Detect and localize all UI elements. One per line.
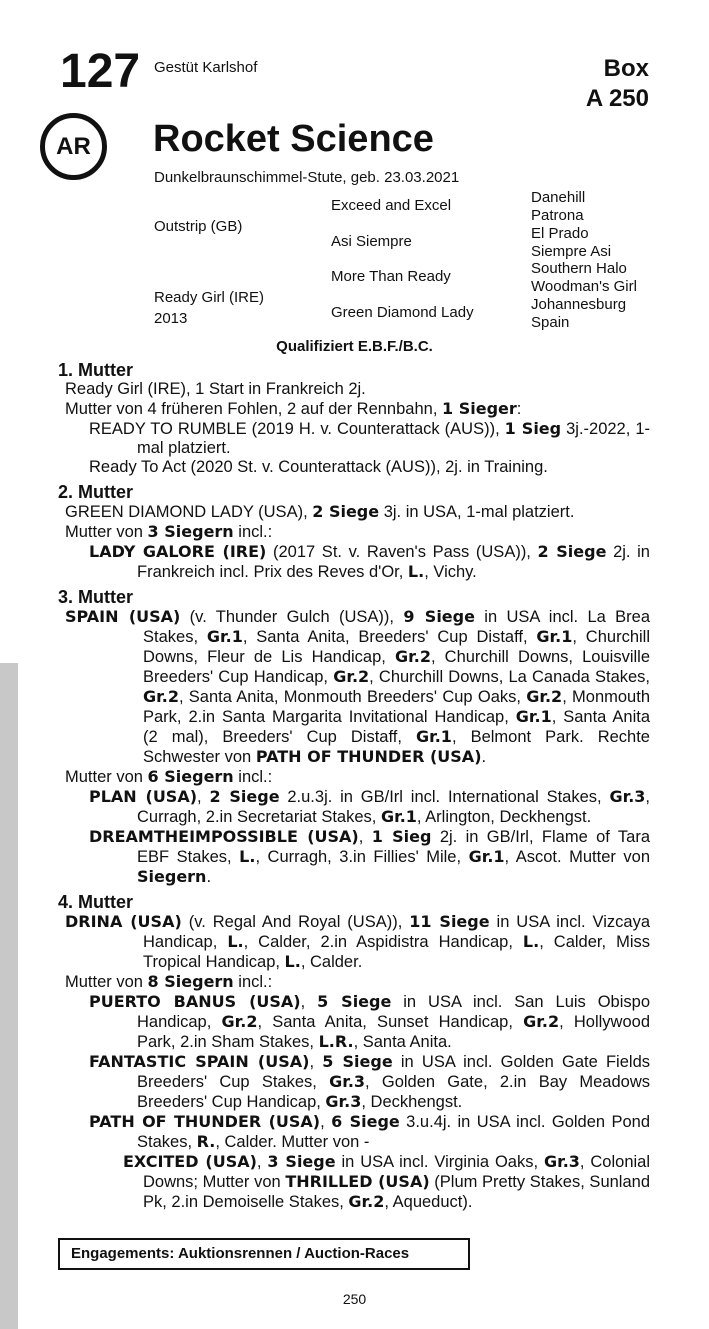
qualification: Qualifiziert E.B.F./B.C. xyxy=(276,338,433,355)
pedigree-ggp: El Prado xyxy=(531,225,589,242)
pedigree-ggp: Johannesburg xyxy=(531,296,627,313)
offspring-entry: LADY GALORE (IRE) (2017 St. v. Raven's Pass (USA)), 2 Siege 2j. in Frankreich incl. Prix des Reves d'Or, L., Vichy. xyxy=(89,542,650,581)
dam-record: GREEN DIAMOND LADY (USA), 2 Siege 3j. in USA, 1-mal platziert. xyxy=(65,502,575,521)
pedigree-sire-dam: Asi Siempre xyxy=(331,233,412,250)
pedigree-ggp: Danehill xyxy=(531,189,586,206)
pedigree-ggp: Patrona xyxy=(531,207,584,224)
offspring-entry: PATH OF THUNDER (USA), 6 Siege 3.u.4j. in USA incl. Golden Pond Stakes, R., Calder. Mutter von - xyxy=(89,1112,651,1151)
side-margin-bar xyxy=(0,663,18,1329)
lot-number: 127 xyxy=(60,45,141,98)
pedigree-sire-sire: Exceed and Excel xyxy=(331,197,452,214)
pedigree-ggp: Woodman's Girl xyxy=(531,278,637,295)
pedigree-dam-dam: Green Diamond Lady xyxy=(331,304,474,321)
dam-produce: Mutter von 8 Siegern incl.: xyxy=(65,972,273,991)
offspring-entry: DREAMTHEIMPOSSIBLE (USA), 1 Sieg 2j. in GB/Irl, Flame of Tara EBF Stakes, L., Curragh, 3.in Fillies' Mile, Gr.1, Ascot. Mutter von Siegern. xyxy=(89,827,651,886)
dam-record: DRINA (USA) (v. Regal And Royal (USA)), 11 Siege in USA incl. Vizcaya Handicap, L., Calder, 2.in Aspidistra Handicap, L., Calder, Miss Tropical Handicap, L., Calder. xyxy=(65,912,651,971)
offspring-entry: Ready To Act (2020 St. v. Counterattack (AUS)), 2j. in Training. xyxy=(89,458,548,476)
breeder: Gestüt Karlshof xyxy=(154,59,258,76)
dam-produce: Mutter von 6 Siegern incl.: xyxy=(65,767,273,786)
pedigree-dam-sire: More Than Ready xyxy=(331,268,451,285)
offspring-entry: PUERTO BANUS (USA), 5 Siege in USA incl. San Luis Obispo Handicap, Gr.2, Santa Anita, Sunset Handicap, Gr.2, Hollywood Park, 2.in Sham Stakes, L.R., Santa Anita. xyxy=(89,992,651,1051)
offspring-entry: PLAN (USA), 2 Siege 2.u.3j. in GB/Irl incl. International Stakes, Gr.3, Curragh, 2.in Secretariat Stakes, Gr.1, Arlington, Deckhengst. xyxy=(89,787,650,826)
horse-name: Rocket Science xyxy=(153,118,434,160)
dam-record: Ready Girl (IRE), 1 Start in Frankreich 2j. xyxy=(65,380,366,398)
section-title: 2. Mutter xyxy=(58,482,134,502)
page-number: 250 xyxy=(342,1291,367,1307)
section-title: 1. Mutter xyxy=(58,360,134,380)
dam-produce: Mutter von 3 Siegern incl.: xyxy=(65,522,273,541)
box-info xyxy=(586,54,649,114)
dam-produce: Mutter von 4 früheren Fohlen, 2 auf der Rennbahn, 1 Sieger: xyxy=(65,399,522,418)
section-title: 4. Mutter xyxy=(58,892,134,912)
section-title: 3. Mutter xyxy=(58,587,134,607)
engagements-box: Engagements: Auktionsrennen / Auction-Races xyxy=(58,1238,470,1270)
offspring-entry: EXCITED (USA), 3 Siege in USA incl. Virginia Oaks, Gr.3, Colonial Downs; Mutter von THRILLED (USA) (Plum Pretty Stakes, Sunland Pk, 2.in Demoiselle Stakes, Gr.2, Aqueduct). xyxy=(123,1152,651,1211)
section-third-dam xyxy=(58,587,650,887)
pedigree-ggp: Siempre Asi xyxy=(531,243,612,260)
pedigree-ggp: Spain xyxy=(531,314,570,331)
pedigree-sire: Outstrip (GB) xyxy=(154,218,243,235)
pedigree-ggp: Southern Halo xyxy=(531,260,627,277)
pedigree-notes xyxy=(58,360,650,1217)
pedigree-dam-year: 2013 xyxy=(154,310,188,327)
box-number: A 250 xyxy=(585,85,649,112)
horse-description: Dunkelbraunschimmel-Stute, geb. 23.03.2021 xyxy=(154,169,460,186)
ar-badge: AR xyxy=(40,113,107,180)
pedigree-dam: Ready Girl (IRE) xyxy=(154,289,265,306)
section-second-dam xyxy=(58,482,650,582)
box-label: Box xyxy=(603,55,649,82)
dam-record: SPAIN (USA) (v. Thunder Gulch (USA)), 9 Siege in USA incl. La Brea Stakes, Gr.1, Santa Anita, Breeders' Cup Distaff, Gr.1, Churchill Downs, Fleur de Lis Handicap, Gr.2, Churchill Downs, Louisville Breeders' Cup Handicap, Gr.2, Churchill Downs, La Canada Stakes, Gr.2, Santa Anita, Monmouth Breeders' Cup Oaks, Gr.2, Monmouth Park, 2.in Santa Margarita Invitational Handicap, Gr.1, Santa Anita (2 mal), Breeders' Cup Distaff, Gr.1, Belmont Park. Rechte Schwester von PATH OF THUNDER (USA). xyxy=(65,607,651,766)
offspring-entry: FANTASTIC SPAIN (USA), 5 Siege in USA incl. Golden Gate Fields Breeders' Cup Stakes, Gr.3, Golden Gate, 2.in Bay Meadows Breeders' Cup Handicap, Gr.3, Deckhengst. xyxy=(89,1052,650,1111)
section-fourth-dam xyxy=(58,892,650,1212)
offspring-entry: READY TO RUMBLE (2019 H. v. Counterattack (AUS)), 1 Sieg 3j.-2022, 1-mal platziert. xyxy=(89,419,650,457)
section-first-dam xyxy=(58,360,650,477)
